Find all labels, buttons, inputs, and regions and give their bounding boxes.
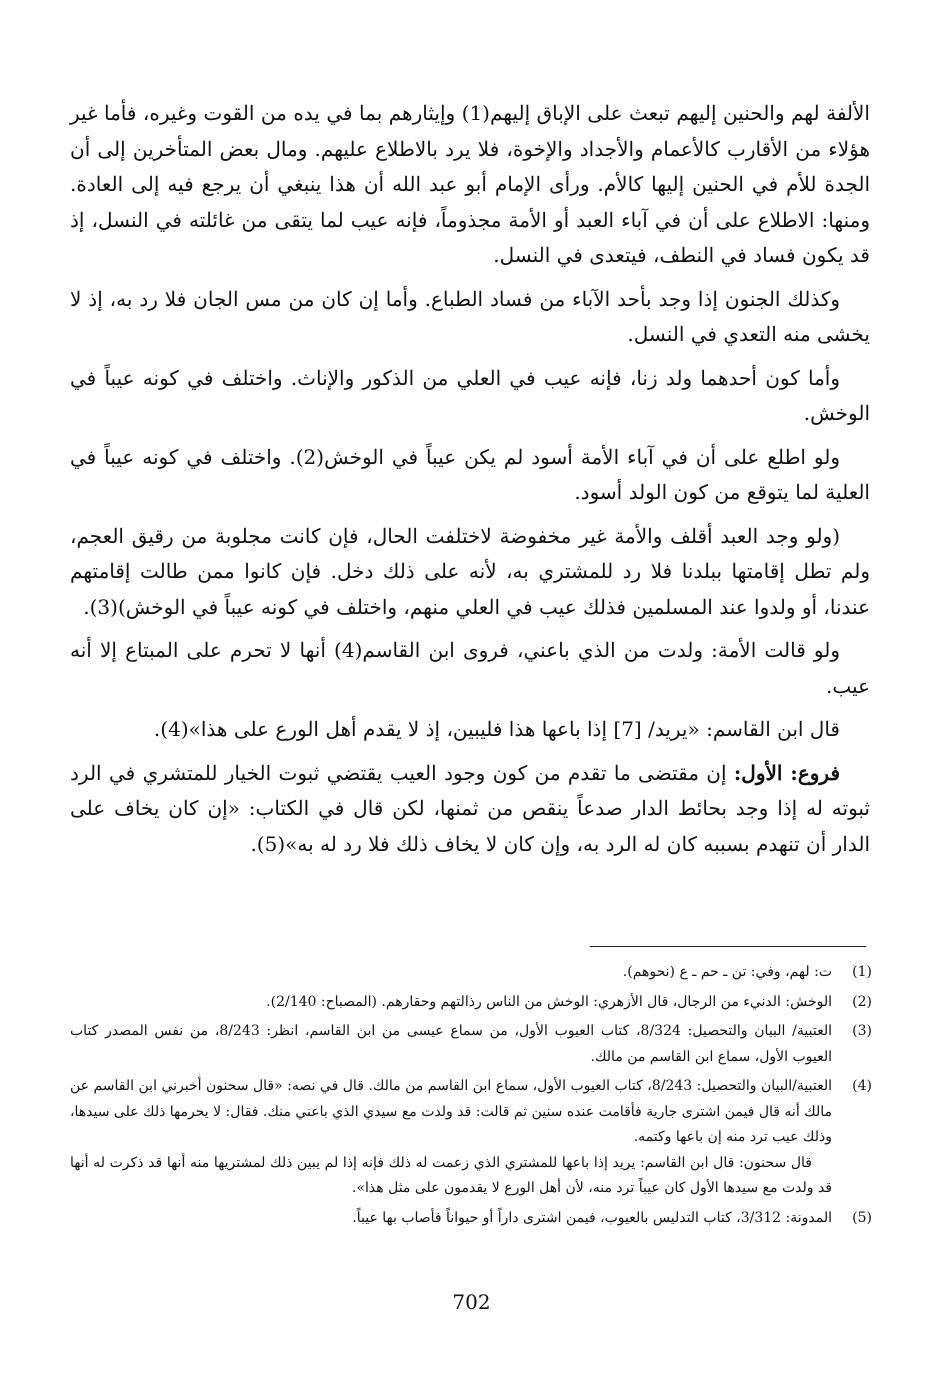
paragraph: وأما كون أحدهما ولد زنا، فإنه عيب في العلي من الذكور والإناث. واختلف في كونه عيباً في الوخش. <box>70 365 870 425</box>
paragraph-branches <box>70 756 870 863</box>
footnote <box>70 1074 872 1202</box>
footnote-text: ت: لهم، وفي: تن ـ حم ـ ع (نحوهم). <box>622 964 832 980</box>
footnote-number: (3) <box>852 1023 872 1039</box>
paragraph: ولو قالت الأمة: ولدت من الذي باعني، فروى ابن القاسم(4) أنها لا تحرم على المبتاع إلا أنه عيب. <box>70 638 870 698</box>
paragraph: قال ابن القاسم: «يريد/ [7] إذا باعها هذا فليبين، إذ لا يقدم أهل الورع على هذا»(4). <box>153 717 840 741</box>
paragraph-text: إن مقتضى ما تقدم من كون وجود العيب يقتضي ثبوت الخيار للمتشري في الرد ثبوته له إذا وجد بحائط الدار صدعاً ينقص من ثمنها، لكن قال في الكتاب: «إن كان يخاف على الدار أن تنهدم بسببه كان له الرد به، وإن كان لا يخاف ذلك فلا رد له به»(5). <box>70 760 870 856</box>
page-number: 702 <box>452 1290 491 1314</box>
footnote <box>70 990 872 1016</box>
footnote-text: العتبية/البيان والتحصيل: 8/243، كتاب العيوب الأول، سماع ابن القاسم من مالك. قال في نصه: «قال سحنون أخبرني ابن القاسم عن مالك أنه قال فيمن اشترى جارية فأقامت عنده سنين ثم قالت: قد ولدت مع سيدي الذي باعني منك. فقال: لا يحرمها ذلك على سيدها، وذلك عيب ترد منه إن باعها وكتمه. <box>70 1078 832 1145</box>
main-text <box>70 96 870 870</box>
footnote-separator <box>590 946 866 947</box>
footnote <box>70 1019 872 1070</box>
footnote-number: (5) <box>852 1209 872 1226</box>
section-heading: فروع: الأول: <box>733 760 841 785</box>
footnote-text: قال سحنون: قال ابن القاسم: يريد إذا باعها للمشتري الذي زعمت له ذلك فإنه إذا لم يبين ذلك لمشتريها منه أنها قد ذكرت له أنها قد ولدت مع سيدها الأول كان عيباً ترد منه، لأن أهل الورع لا يقدمون على مثل هذا». <box>70 1154 832 1196</box>
footnote-number: (4) <box>852 1078 872 1094</box>
paragraph: وكذلك الجنون إذا وجد بأحد الآباء من فساد الطباع. وأما إن كان من مس الجان فلا رد به، إذ لا يخشى منه التعدي في النسل. <box>70 286 870 346</box>
footnote <box>70 1206 872 1232</box>
footnote-text: الوخش: الدنيء من الرجال، قال الأزهري: الوخش من الناس رذالتهم وحقارهم. (المصباح: 2/140). <box>266 993 832 1010</box>
footnote-text: العتبية/ البيان والتحصيل: 8/324، كتاب العيوب الأول، من سماع عيسى من ابن القاسم، انظر: 8/243، من نفس المصدر كتاب العيوب الأول، سماع ابن القاسم من مالك. <box>70 1023 832 1065</box>
paragraph: ولو اطلع على أن في آباء الأمة أسود لم يكن عيباً في الوخش(2). واختلف في كونه عيباً في العلية لما يتوقع من كون الولد أسود. <box>70 444 870 504</box>
footnote-number: (1) <box>852 964 872 980</box>
footnote-text: المدونة: 3/312، كتاب التدليس بالعيوب، فيمن اشترى داراً أو حيواناً فأصاب بها عيباً. <box>352 1209 832 1226</box>
footnote-number: (2) <box>852 993 872 1010</box>
paragraph: الألفة لهم والحنين إليهم تبعث على الإباق إليهم(1) وإيثارهم بما في يده من القوت وغيره، فأما غير هؤلاء من الأقارب كالأعمام والأجداد والإخوة، فلا يرد بالاطلاع عليهم. ومال بعض المتأخرين إلى أن الجدة للأم في الحنين إليها كالأم. ورأى الإمام أبو عبد الله أن هذا ينبغي أن يرجع فيه إلى العادة. ومنها: الاطلاع على أن في آباء العبد أو الأمة مجذوماً، فإنه عيب لما يتقى من غائلته في النسل، إذ قد يكون فساد في النطف، فيتعدى في النسل. <box>70 101 871 267</box>
footnote <box>70 960 872 986</box>
footnotes <box>70 960 872 1235</box>
paragraph: (ولو وجد العبد أقلف والأمة غير مخفوضة لاختلفت الحال، فإن كانت مجلوبة من رقيق العجم، ولم تطل إقامتها ببلدنا فلا رد للمشتري به، لأنه على ذلك دخل. فإن كانوا ممن طالت إقامتهم عندنا، أو ولدوا عند المسلمين فذلك عيب في العلي منهم، واختلف في كونه عيباً في الوخش)(3). <box>70 523 870 619</box>
